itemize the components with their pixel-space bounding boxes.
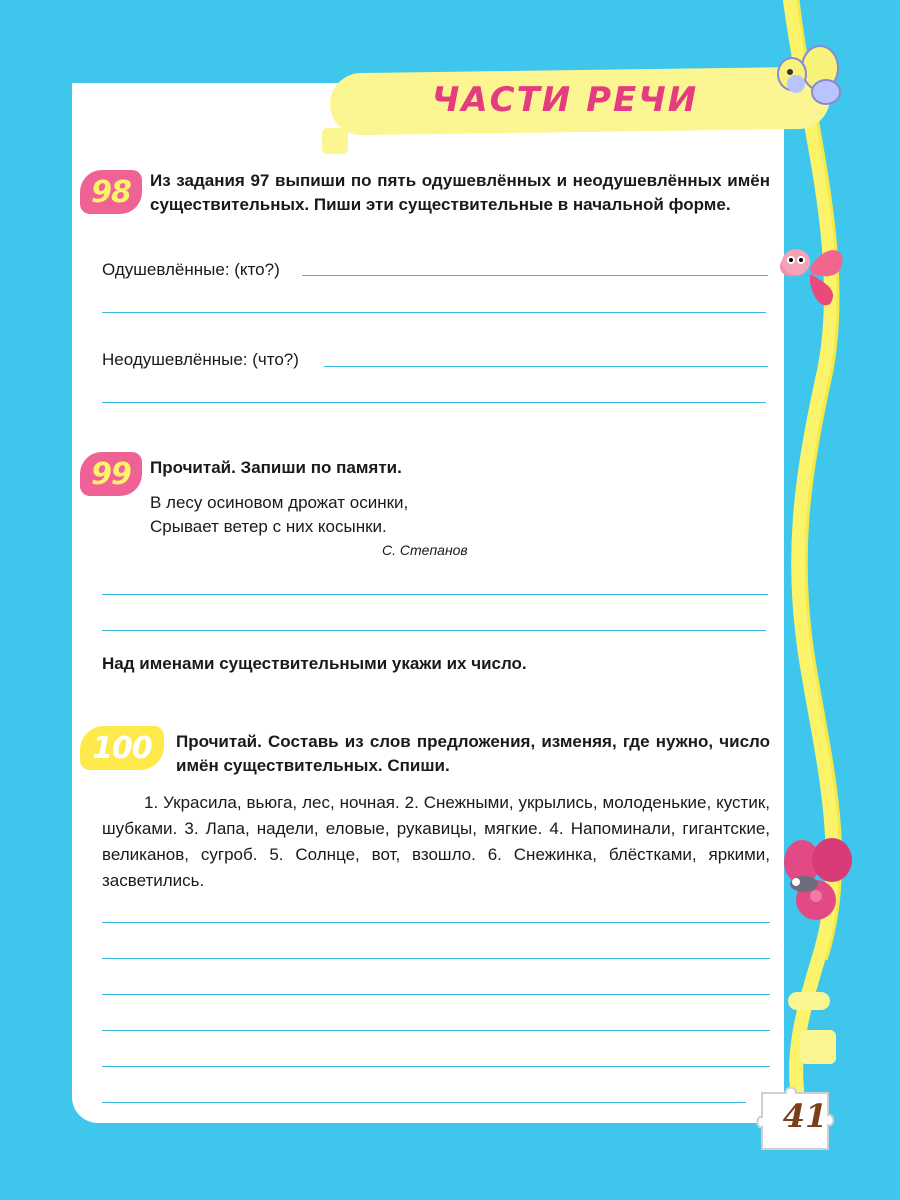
poem-author: С. Степанов	[382, 542, 468, 558]
writing-line[interactable]	[102, 312, 766, 313]
writing-line[interactable]	[102, 1066, 770, 1067]
writing-line[interactable]	[102, 594, 768, 595]
writing-line[interactable]	[102, 1102, 746, 1103]
task-number-badge: 98	[80, 170, 142, 214]
task-number-badge: 100	[80, 726, 164, 770]
task-number-badge: 99	[80, 452, 142, 496]
writing-line[interactable]	[102, 994, 770, 995]
writing-line[interactable]	[324, 366, 768, 367]
yellow-tab	[788, 992, 830, 1010]
writing-line[interactable]	[102, 630, 766, 631]
task-instruction: Из задания 97 выпиши по пять одушевлённых и неодушевлённых имён существительных. Пиши эти существительные в начальной форме.	[150, 171, 770, 214]
page-number: 41	[782, 1097, 828, 1135]
task-instruction: Прочитай. Запиши по памяти.	[150, 458, 402, 477]
animate-label: Одушевлённые: (кто?)	[102, 260, 280, 279]
writing-line[interactable]	[102, 402, 766, 403]
inanimate-label: Неодушевлённые: (что?)	[102, 350, 299, 369]
writing-line[interactable]	[102, 958, 770, 959]
sentence-words: 1. Украсила, вьюга, лес, ночная. 2. Снежными, укрылись, молоденькие, кустик, шубками. 3. Лапа, надели, еловые, рукавицы, мягкие. 4. Напоминали, гигантские, великанов, сугроб. 5. Солнце, вот, взошло. 6. Снежинка, блёстками, яркими, засветились.	[102, 793, 770, 890]
magenta-butterfly-icon	[774, 834, 858, 926]
task-followup: Над именами существительными укажи их число.	[102, 654, 527, 673]
writing-line[interactable]	[102, 922, 770, 923]
worksheet-panel	[72, 83, 784, 1123]
yellow-tab-square	[800, 1030, 836, 1064]
poem-line: В лесу осиновом дрожат осинки,	[150, 493, 409, 512]
task-instruction: Прочитай. Составь из слов предложения, изменяя, где нужно, число имён существительных. Спиши.	[176, 732, 770, 775]
writing-line[interactable]	[102, 1030, 770, 1031]
butterfly-icon	[770, 44, 846, 110]
poem-line: Срывает ветер с них косынки.	[150, 517, 387, 536]
banner-tab	[322, 128, 348, 154]
pink-butterfly-icon	[772, 238, 848, 310]
task-body-text	[102, 790, 770, 894]
page-title: ЧАСТИ РЕЧИ	[431, 80, 699, 120]
writing-line[interactable]	[302, 275, 768, 276]
